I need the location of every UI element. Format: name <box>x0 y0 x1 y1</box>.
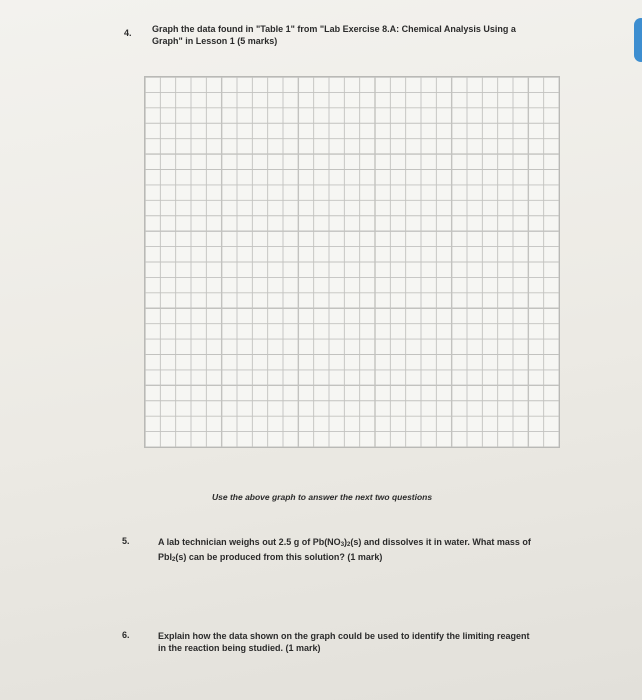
question-6-text <box>158 630 530 654</box>
question-6-line-2: in the reaction being studied. (1 mark) <box>158 643 321 653</box>
question-6-line-1: Explain how the data shown on the graph could be used to identify the limiting reagent <box>158 631 530 641</box>
blue-edge-tab <box>634 18 642 62</box>
question-5-text <box>158 536 531 566</box>
question-4-text <box>152 23 516 47</box>
question-6-number: 6. <box>122 630 130 640</box>
graph-paper-grid <box>144 76 560 448</box>
question-4-number: 4. <box>124 28 132 38</box>
question-5-line-1: A lab technician weighs out 2.5 g of Pb(NO3)2(s) and dissolves it in water. What mass of <box>158 537 531 548</box>
grid-lines <box>145 77 559 447</box>
graph-instruction: Use the above graph to answer the next two questions <box>212 492 433 502</box>
question-5-line-2: PbI2(s) can be produced from this solution? (1 mark) <box>158 552 383 563</box>
question-4-line-1: Graph the data found in "Table 1" from "Lab Exercise 8.A: Chemical Analysis Using a <box>152 24 516 34</box>
question-5-number: 5. <box>122 536 130 546</box>
question-4-line-2: Graph" in Lesson 1 (5 marks) <box>152 36 278 46</box>
